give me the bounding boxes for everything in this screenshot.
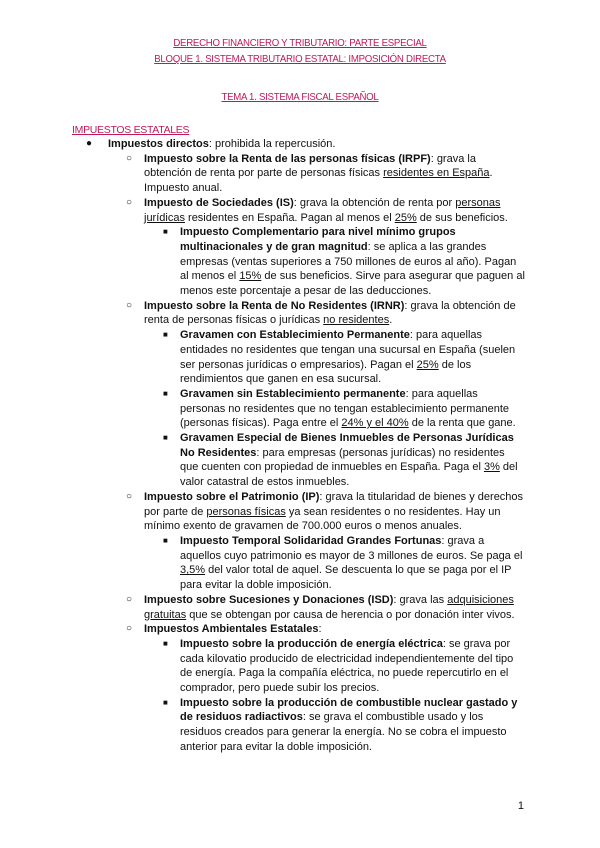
item-text: de sus beneficios.: [416, 211, 508, 224]
list-item: [126, 490, 526, 534]
list-item: [163, 387, 526, 431]
item-text: : grava las: [393, 593, 448, 606]
item-title: Impuesto sobre la Renta de las personas físicas (IRPF): [144, 152, 431, 165]
item-text: de los rendimientos que ganen en esa sucursal.: [180, 358, 472, 386]
underlined-text: personas físicas: [206, 505, 286, 518]
item-title: Impuesto sobre la producción de energía eléctrica: [180, 637, 443, 650]
header-block-title: BLOQUE 1. SISTEMA TRIBUTARIO ESTATAL: IMPOSICIÓN DIRECTA: [154, 53, 446, 65]
item-title: Impuesto Temporal Solidaridad Grandes Fortunas: [180, 534, 442, 547]
underlined-text: personas jurídicas: [144, 196, 501, 224]
item-title: Impuestos directos: [108, 138, 209, 150]
bullet-square-icon: ■: [163, 330, 168, 340]
bullet-square-icon: ■: [163, 535, 168, 545]
bullet-square-icon: ■: [163, 638, 168, 648]
list-item: [163, 225, 526, 299]
item-text: del valor total de aquel. Se descuenta lo que se paga por el IP para evitar la doble imposición.: [180, 564, 512, 592]
list-item: [126, 593, 526, 622]
list-item: [163, 534, 526, 593]
underlined-text: residentes en España: [383, 167, 490, 180]
header-topic-title: TEMA 1. SISTEMA FISCAL ESPAÑOL: [221, 91, 379, 103]
item-title: Gravamen con Establecimiento Permanente: [180, 329, 410, 342]
underlined-text: adquisiciones gratuitas: [144, 593, 514, 621]
underlined-text: no residentes: [323, 314, 390, 327]
item-text: : grava la obtención de renta de personas físicas o jurídicas: [144, 299, 516, 327]
bullet-hollow-icon: ○: [126, 490, 133, 502]
bullet-hollow-icon: ○: [126, 593, 133, 605]
item-text: : grava a aquellos cuyo patrimonio es mayor de 3 millones de euros. Se paga el: [180, 534, 523, 562]
item-text: de sus beneficios. Sirve para asegurar que paguen al menos este porcentaje a pesar de las deducciones.: [180, 270, 525, 298]
item-title: Impuesto de Sociedades (IS): [144, 196, 294, 209]
item-text: : para empresas (personas jurídicas) no residentes que cuenten con propiedad de inmuebles en España. Paga el: [180, 446, 505, 474]
list-item: [126, 622, 526, 637]
list-item: [126, 299, 526, 328]
item-text: : para aquellas entidades no residentes que tengan una sucursal en España (suelen ser personas jurídicas o empresarios). Pagan el: [180, 329, 516, 371]
item-text: que se obtengan por causa de herencia o por donación inter vivos.: [186, 608, 515, 621]
item-title: Impuesto sobre el Patrimonio (IP): [144, 490, 320, 503]
list-item: [126, 196, 526, 225]
bullet-square-icon: ■: [163, 433, 168, 443]
bullet-square-icon: ■: [163, 388, 168, 398]
item-title: Impuestos Ambientales Estatales: [144, 623, 319, 636]
item-text: del valor catastral de estos inmuebles.: [180, 461, 518, 489]
item-text: : grava la titularidad de bienes y derechos por parte de: [144, 490, 524, 518]
underlined-text: 24% y el 40%: [341, 417, 409, 430]
item-text: : grava la obtención de renta por parte de personas físicas: [144, 152, 476, 180]
bullet-hollow-icon: ○: [126, 196, 133, 208]
section-title: IMPUESTOS ESTATALES: [72, 124, 190, 136]
item-text: : se grava por cada kilovatio producido de electricidad independientemente del tipo de energía. Paga la compañía eléctrica, no puede repercutirlo en el comprador, pero puede subir los precios.: [180, 637, 514, 695]
item-title: Impuesto sobre Sucesiones y Donaciones (ISD): [144, 593, 394, 606]
header-course-title: DERECHO FINANCIERO Y TRIBUTARIO: PARTE ESPECIAL: [173, 37, 427, 49]
item-title: Impuesto sobre la producción de combustible nuclear gastado y de residuos radiactivos: [180, 696, 518, 724]
bullet-hollow-icon: ○: [126, 299, 133, 311]
list-item: [86, 137, 533, 152]
item-title: Impuesto sobre la Renta de No Residentes (IRNR): [144, 299, 405, 312]
item-text: : grava la obtención de renta por: [293, 196, 456, 209]
bullet-square-icon: ■: [163, 227, 168, 237]
bullet-square-icon: ■: [163, 697, 168, 707]
item-text: : prohibida la repercusión.: [208, 138, 336, 150]
item-text: :: [318, 623, 322, 636]
underlined-text: 25%: [394, 211, 417, 224]
bullet-filled-icon: ●: [86, 138, 93, 149]
item-text: : se grava el combustible usado y los residuos creados para generar la energía. No se cobra el impuesto anterior para evitar la doble imposición.: [180, 711, 507, 753]
item-text: .: [389, 314, 393, 327]
bullet-hollow-icon: ○: [126, 623, 133, 635]
item-title: Gravamen sin Establecimiento permanente: [180, 387, 406, 400]
item-title: Impuesto Complementario para nivel mínimo grupos multinacionales y de gran magnitud: [180, 226, 456, 253]
underlined-text: 3%: [483, 461, 500, 474]
list-item: [163, 696, 526, 755]
list-item: [126, 152, 526, 196]
item-text: . Impuesto anual.: [144, 167, 493, 195]
item-text: : para aquellas personas no residentes que no tengan establecimiento permanente (personas físicas). Paga entre el: [180, 387, 510, 430]
bullet-hollow-icon: ○: [126, 152, 133, 164]
item-text: ya sean residentes o no residentes. Hay un mínimo exento de gravamen de 700.000 euros o menos anuales.: [144, 505, 501, 533]
underlined-text: 25%: [416, 358, 439, 371]
list-item: [163, 431, 526, 490]
list-item: [163, 328, 526, 387]
underlined-text: 15%: [239, 270, 262, 283]
list-item: [163, 637, 526, 696]
item-text: residentes en España. Pagan al menos el: [184, 211, 395, 224]
item-title: Gravamen Especial de Bienes Inmuebles de Personas Jurídicas No Residentes: [180, 432, 514, 459]
item-text: de la renta que gane.: [408, 417, 516, 430]
document-body: [0, 137, 600, 755]
item-text: : se aplica a las grandes empresas (ventas superiores a 750 millones de euros al año). Pagan al menos el: [180, 240, 517, 283]
page-number: 1: [517, 800, 524, 812]
underlined-text: 3,5%: [180, 564, 206, 577]
